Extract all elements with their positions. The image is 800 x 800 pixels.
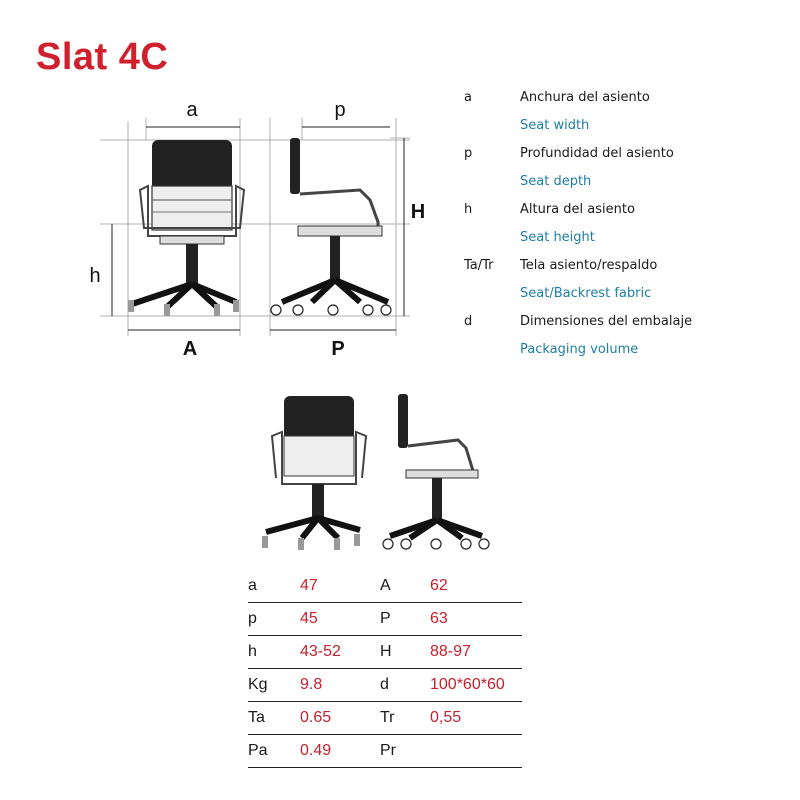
legend-english: Seat width [520,118,590,133]
legend-spanish: Dimensiones del embalaje [520,314,693,329]
table-row [248,636,522,669]
specifications-table [248,570,522,768]
spec-value: 45 [300,603,380,636]
legend-spanish: Anchura del asiento [520,90,650,105]
spec-key: A [380,570,430,603]
legend-item [464,200,794,228]
table-row [248,669,522,702]
legend-item-english [464,116,794,144]
dim-label-A: A [182,338,198,360]
spec-value: 0,55 [430,702,522,735]
product-title: Slat 4C [36,36,169,78]
legend-item-english [464,340,794,368]
spec-key: H [380,636,430,669]
spec-value: 0.65 [300,702,380,735]
spec-value: 47 [300,570,380,603]
legend-code: a [464,90,472,105]
legend-english: Seat height [520,230,595,245]
legend-item [464,88,794,116]
legend-item-english [464,284,794,312]
spec-key: Pr [380,735,430,768]
spec-key: a [248,570,300,603]
dim-label-a: a [186,99,198,121]
spec-key: d [380,669,430,702]
spec-key: p [248,603,300,636]
spec-value: 100*60*60 [430,669,522,702]
chair-front-view-icon [128,140,244,316]
table-row [248,570,522,603]
legend-item [464,144,794,172]
legend-english: Seat/Backrest fabric [520,286,652,301]
legend-spanish: Profundidad del asiento [520,146,674,161]
legend-spanish: Tela asiento/respaldo [520,258,658,273]
legend-english: Seat depth [520,174,592,189]
legend-english: Packaging volume [520,342,639,357]
spec-value: 43-52 [300,636,380,669]
spec-value: 9.8 [300,669,380,702]
dim-label-p: p [334,99,346,121]
spec-value: 63 [430,603,522,636]
legend-item [464,256,794,284]
spec-key: Pa [248,735,300,768]
legend-code: d [464,314,473,329]
legend-item-english [464,172,794,200]
legend-item [464,312,794,340]
dimension-legend [464,88,794,368]
spec-key: h [248,636,300,669]
table-row [248,702,522,735]
legend-spanish: Altura del asiento [520,202,635,217]
spec-value: 88-97 [430,636,522,669]
legend-item-english [464,228,794,256]
chair-side-view-icon [271,138,391,315]
spec-key: Kg [248,669,300,702]
legend-code: p [464,146,473,161]
legend-code: h [464,202,473,217]
spec-value: 0.49 [300,735,380,768]
chair-front-view-small-icon [262,396,366,550]
spec-value [430,735,522,768]
legend-code: Ta/Tr [464,258,494,273]
dim-label-H: H [410,201,426,223]
dim-label-P: P [331,338,345,360]
spec-key: P [380,603,430,636]
spec-key: Tr [380,702,430,735]
dim-label-h: h [89,265,101,287]
spec-value: 62 [430,570,522,603]
table-row [248,603,522,636]
spec-key: Ta [248,702,300,735]
table-row [248,735,522,768]
chair-side-view-small-icon [383,394,489,549]
